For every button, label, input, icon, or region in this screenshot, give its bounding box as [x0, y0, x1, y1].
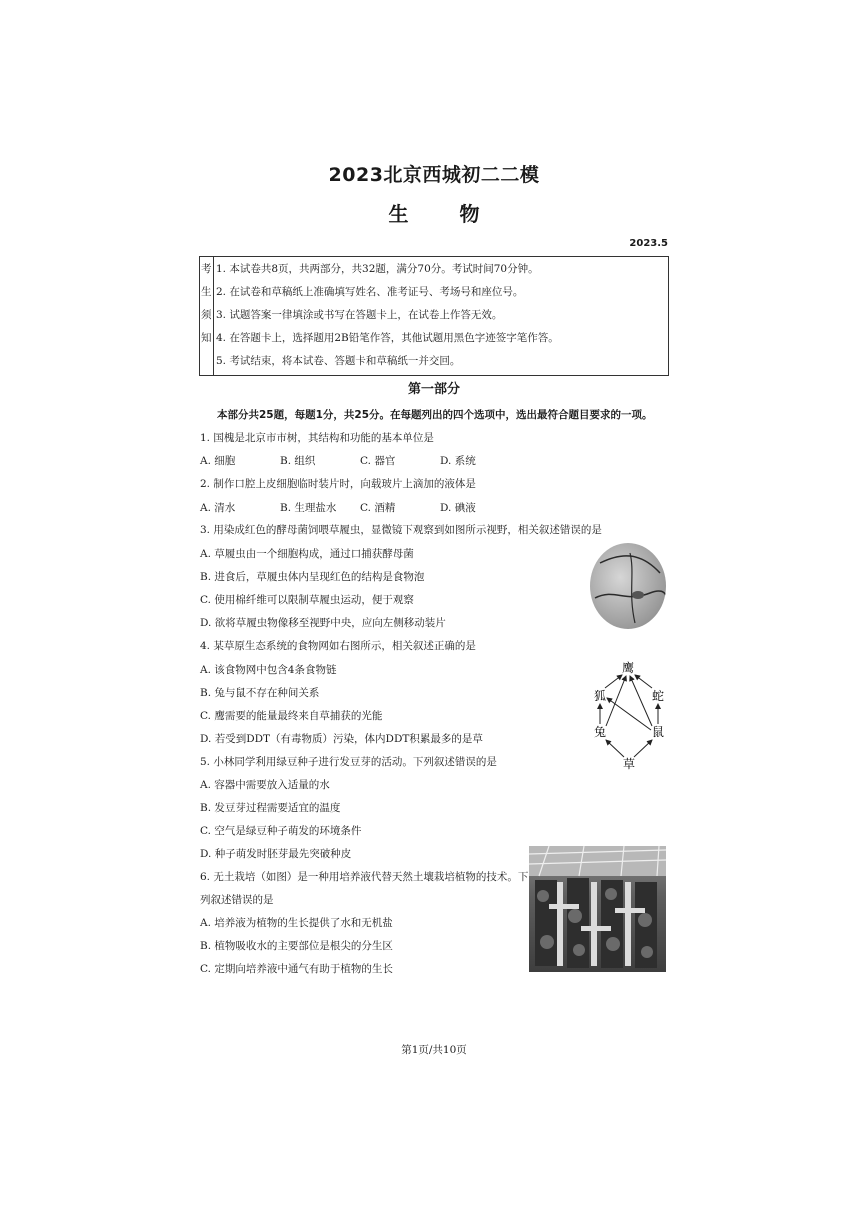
microscope-view-image — [590, 543, 666, 629]
option: A. 该食物网中包含4条食物链 — [200, 664, 337, 676]
section-title: 第一部分 — [407, 382, 460, 397]
question-3-stem: 3. 用染成红色的酵母菌饲喂草履虫，显微镜下观察到如图所示视野，相关叙述错误的是 — [200, 524, 602, 536]
option: D. 碘液 — [440, 502, 476, 514]
option: B. 发豆芽过程需要适宜的温度 — [200, 802, 341, 814]
option: B. 植物吸收水的主要部位是根尖的分生区 — [200, 940, 393, 952]
notice-side-char: 考 — [201, 263, 212, 275]
node-fox: 狐 — [593, 689, 607, 703]
notice-box — [199, 256, 669, 376]
node-snake: 蛇 — [651, 689, 665, 703]
option: A. 细胞 — [200, 455, 236, 467]
option: C. 使用棉纤维可以限制草履虫运动，便于观察 — [200, 594, 414, 606]
option: B. 进食后，草履虫体内呈现红色的结构是食物泡 — [200, 571, 425, 583]
option: B. 生理盐水 — [280, 502, 337, 514]
option: D. 欲将草履虫物像移至视野中央，应向左侧移动装片 — [200, 617, 446, 629]
greenhouse-illustration — [529, 846, 666, 972]
page-footer: 第1页/共10页 — [401, 1044, 467, 1056]
notice-item: 3. 试题答案一律填涂或书写在答题卡上，在试卷上作答无效。 — [216, 309, 503, 321]
notice-item: 5. 考试结束，将本试卷、答题卡和草稿纸一并交回。 — [216, 355, 461, 367]
arrow-grass-rabbit — [606, 740, 624, 757]
option: D. 种子萌发时胚芽最先突破种皮 — [200, 848, 352, 860]
node-hawk: 鹰 — [621, 661, 635, 675]
question-6-stem-line2: 列叙述错误的是 — [200, 894, 274, 906]
exam-date: 2023.5 — [629, 238, 668, 249]
node-rabbit: 兔 — [593, 725, 607, 739]
question-4-stem: 4. 某草原生态系统的食物网如右图所示，相关叙述正确的是 — [200, 640, 476, 652]
question-5-stem: 5. 小林同学利用绿豆种子进行发豆芽的活动。下列叙述错误的是 — [200, 756, 497, 768]
option: C. 器官 — [360, 455, 396, 467]
notice-side-char: 知 — [201, 332, 212, 344]
option: D. 若受到DDT（有毒物质）污染，体内DDT积累最多的是草 — [200, 733, 483, 745]
exam-title: 2023北京西城初二二模 — [328, 164, 540, 186]
option: C. 酒精 — [360, 502, 396, 514]
option: D. 系统 — [440, 455, 476, 467]
option: C. 空气是绿豆种子萌发的环境条件 — [200, 825, 362, 837]
node-mouse: 鼠 — [651, 725, 665, 739]
node-grass: 草 — [622, 757, 636, 771]
fiber-lines — [590, 543, 666, 629]
option: A. 清水 — [200, 502, 236, 514]
option: B. 组织 — [280, 455, 316, 467]
notice-side-char: 生 — [201, 286, 212, 298]
notice-item: 4. 在答题卡上，选择题用2B铅笔作答，其他试题用黑色字迹签字笔作答。 — [216, 332, 559, 344]
question-2-stem: 2. 制作口腔上皮细胞临时装片时，向载玻片上滴加的液体是 — [200, 478, 476, 490]
food-web-diagram — [588, 656, 670, 772]
question-2-options — [200, 500, 500, 514]
question-6-stem-line1: 6. 无土栽培（如图）是一种用培养液代替天然土壤栽培植物的技术。下 — [200, 871, 529, 883]
arrow-rabbit-hawk — [606, 676, 626, 726]
question-1-options — [200, 453, 500, 467]
option: B. 兔与鼠不存在种间关系 — [200, 687, 320, 699]
notice-item: 1. 本试卷共8页，共两部分，共32题，满分70分。考试时间70分钟。 — [216, 263, 539, 275]
subject-title: 生 物 — [388, 202, 502, 226]
notice-side-char: 须 — [201, 309, 212, 321]
arrow-fox-hawk — [605, 675, 622, 688]
arrow-mouse-hawk — [630, 676, 652, 726]
option: C. 鹰需要的能量最终来自草捕获的光能 — [200, 710, 383, 722]
section-intro: 本部分共25题，每题1分，共25分。在每题列出的四个选项中，选出最符合题目要求的一项。 — [217, 409, 653, 421]
arrow-grass-mouse — [634, 740, 652, 757]
option: A. 草履虫由一个细胞构成，通过口捕获酵母菌 — [200, 548, 414, 560]
notice-side-label — [200, 257, 214, 375]
option: A. 培养液为植物的生长提供了水和无机盐 — [200, 917, 393, 929]
option: A. 容器中需要放入适量的水 — [200, 779, 330, 791]
hydroponics-greenhouse-image — [529, 846, 666, 972]
option: C. 定期向培养液中通气有助于植物的生长 — [200, 963, 393, 975]
arrow-mouse-fox — [607, 698, 651, 730]
question-1-stem: 1. 国槐是北京市市树，其结构和功能的基本单位是 — [200, 432, 434, 444]
notice-item: 2. 在试卷和草稿纸上准确填写姓名、准考证号、考场号和座位号。 — [216, 286, 524, 298]
arrow-snake-hawk — [635, 675, 652, 688]
